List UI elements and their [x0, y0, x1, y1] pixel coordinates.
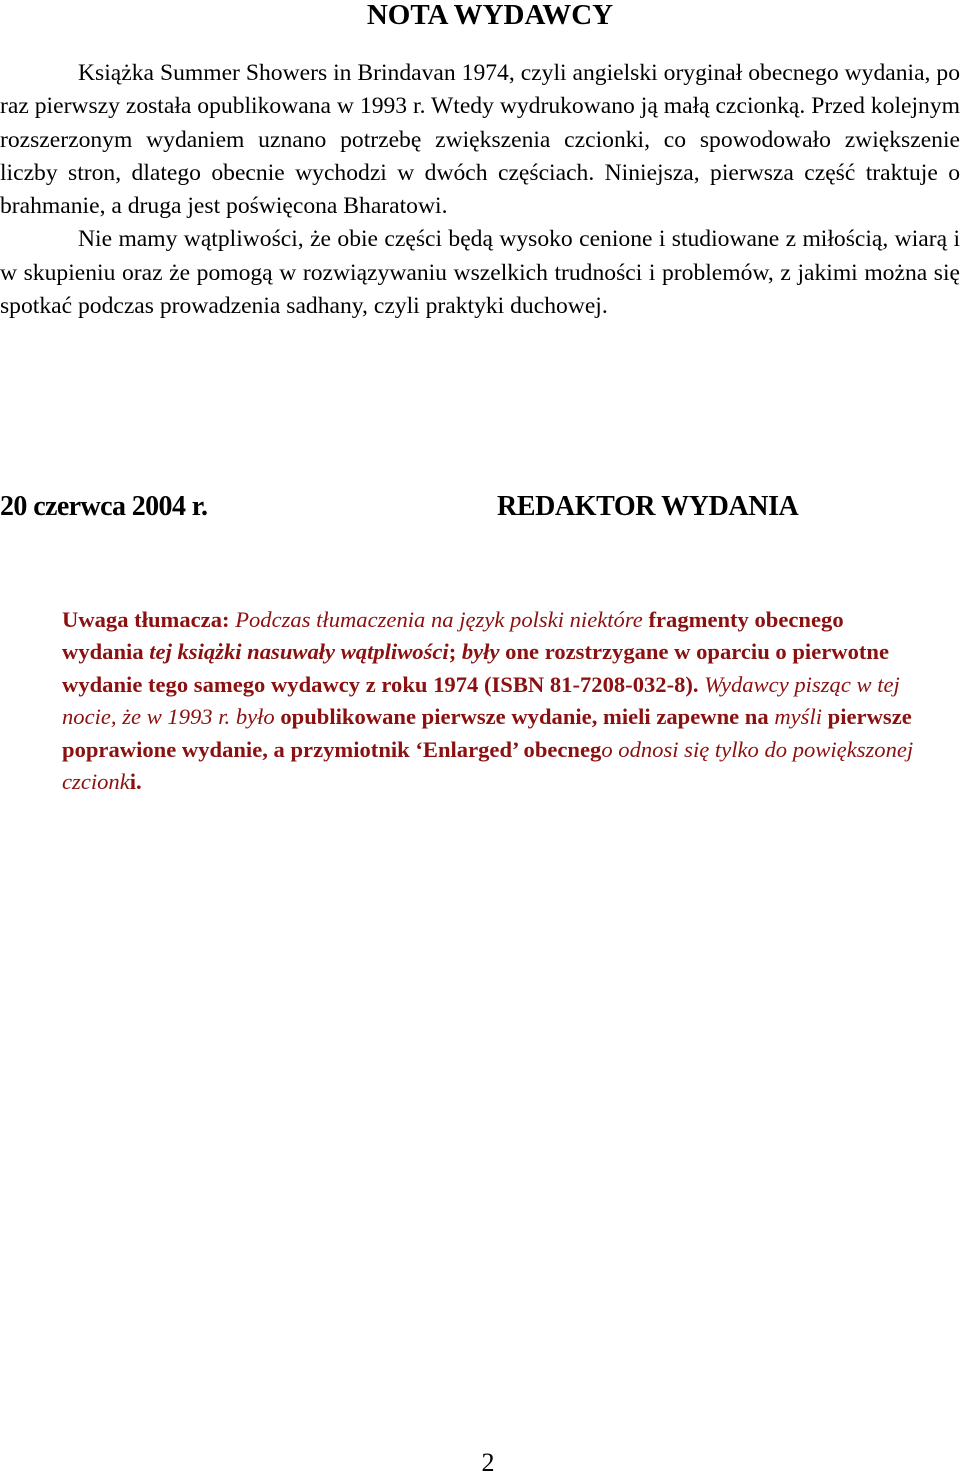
- publisher-note-body: [0, 57, 960, 323]
- note-text-bold: one rozstrzygane w oparciu o pierwotne wydanie tego samego wydawcy z roku 1974 (ISBN 81-7208-032-8).: [62, 639, 889, 697]
- note-text-italic: myśli: [774, 704, 823, 730]
- note-label: Uwaga tłumacza:: [62, 607, 236, 632]
- page-title: NOTA WYDAWCY: [366, 0, 614, 31]
- note-text-italic: Podczas tłumaczenia na język polski niektóre: [235, 607, 643, 632]
- note-text-bold: i.: [129, 769, 142, 795]
- note-text-bold: opublikowane pierwsze wydanie, mieli zapewne na: [274, 704, 775, 730]
- translator-note: [62, 604, 918, 798]
- page-number: 2: [481, 1448, 495, 1477]
- note-text-italic: Wydawcy pisząc w tej nocie, że w 1993 r. było: [62, 671, 900, 730]
- paragraph-1: Książka Summer Showers in Brindavan 1974, czyli angielski oryginał obecnego wydania, po raz pierwszy została opublikowana w 1993 r. Wtedy wydrukowano ją małą czcionką. Przed kolejnym rozszerzonym wydaniem uznano potrzebę zwiększenia czcionki, co spowodowało zwiększenie liczby stron, dlatego obecnie wychodzi w dwóch częściach. Niniejsza, pierwsza część traktuje o brahmanie, a druga jest poświęcona Bharatowi.: [0, 60, 960, 220]
- note-text-italic: o odnosi się tylko do powiększonej czcionk: [62, 736, 914, 795]
- paragraph-2: Nie mamy wątpliwości, że obie części będą wysoko cenione i studiowane z miłością, wiarą i w skupieniu oraz że pomogą w rozwiązywaniu wszelkich trudności i problemów, z jakimi można się spotkać podczas prowadzenia sadhany, czyli praktyki duchowej.: [0, 226, 960, 320]
- note-text-italic: tej książki nasuwały wątpliwości: [149, 639, 449, 665]
- signature-editor: REDAKTOR WYDANIA: [497, 491, 799, 522]
- signature-row: [0, 490, 960, 524]
- note-text-bold: fragmenty obecnego wydania: [62, 607, 844, 665]
- signature-date: 20 czerwca 2004 r.: [0, 491, 208, 522]
- note-text-bold: ;: [448, 639, 462, 665]
- note-text-italic: były: [461, 639, 500, 665]
- note-text-bold: pierwsze poprawione wydanie, a przymiotnik ‘Enlarged’ obecneg: [62, 704, 912, 762]
